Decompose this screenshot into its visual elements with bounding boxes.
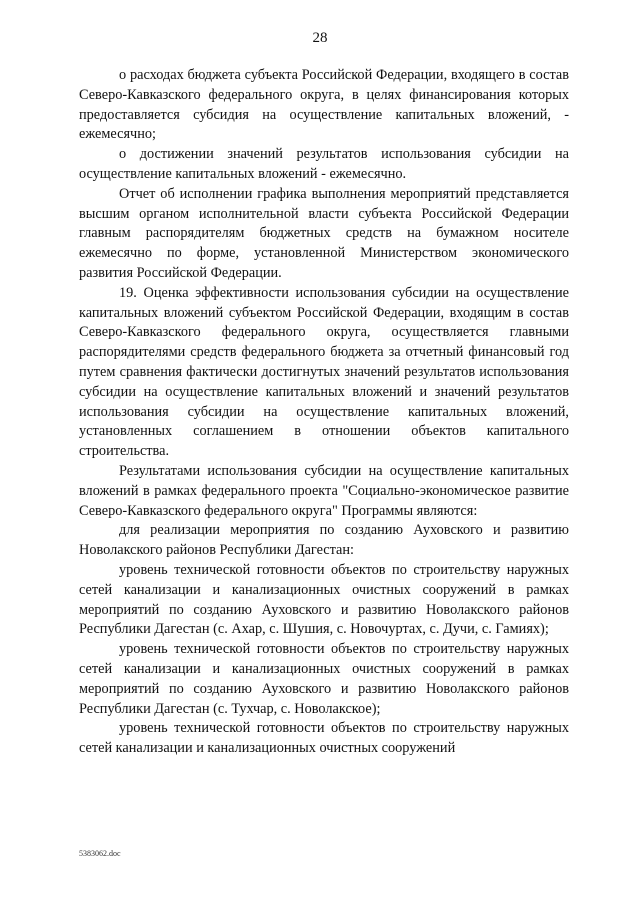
paragraph: уровень технической готовности объектов по строительству наружных сетей канализации и канализационных очистных сооружений в рамках мероприятий по созданию Ауховского и развитию Новолакского районов Республики Дагестан (с. Тухчар, с. Новолакское); [79, 641, 569, 717]
paragraph: о достижении значений результатов использования субсидии на осуществление капитальных вложений - ежемесячно. [79, 146, 569, 182]
page-number: 28 [312, 30, 328, 46]
paragraph: Результатами использования субсидии на осуществление капитальных вложений в рамках федерального проекта "Социально-экономическое развитие Северо-Кавказского федерального округа" Программы являются: [79, 462, 569, 519]
paragraph: уровень технической готовности объектов по строительству наружных сетей канализации и канализационных очистных сооружений [79, 720, 569, 757]
paragraph: уровень технической готовности объектов по строительству наружных сетей канализации и канализационных очистных сооружений в рамках мероприятий по созданию Ауховского и развитию Новолакского районов Республики Дагестан (с. Ахар, с. Шушия, с. Новочуртах, с. Дучи, с. Гамиях); [79, 561, 569, 638]
paragraph: о расходах бюджета субъекта Российской Федерации, входящего в состав Северо-Кавказского федерального округа, в целях финансирования которых предоставляется субсидия на осуществление капитальных вложений, - ежемесячно; [79, 67, 569, 143]
document-body [79, 66, 569, 759]
paragraph: Отчет об исполнении графика выполнения мероприятий представляется высшим органом исполнительной власти субъекта Российской Федерации главным распорядителям бюджетных средств на бумажном носителе ежемесячно по форме, установленной Министерством экономического развития Российской Федерации. [79, 185, 569, 281]
paragraph: 19. Оценка эффективности использования субсидии на осуществление капитальных вложений субъектом Российской Федерации, входящим в состав Северо-Кавказского федерального округа, осуществляется главными распорядителями средств федерального бюджета за отчетный финансовый год путем сравнения фактически достигнутых значений результатов использования субсидии на осуществление капитальных вложений и значений результатов использования субсидии на осуществление капитальных вложений, установленных соглашением в отношении объектов капитального строительства. [79, 284, 569, 460]
paragraph: для реализации мероприятия по созданию Ауховского и развитию Новолакского районов Республики Дагестан: [79, 522, 569, 559]
document-filename: 5383062.doc [79, 849, 121, 858]
